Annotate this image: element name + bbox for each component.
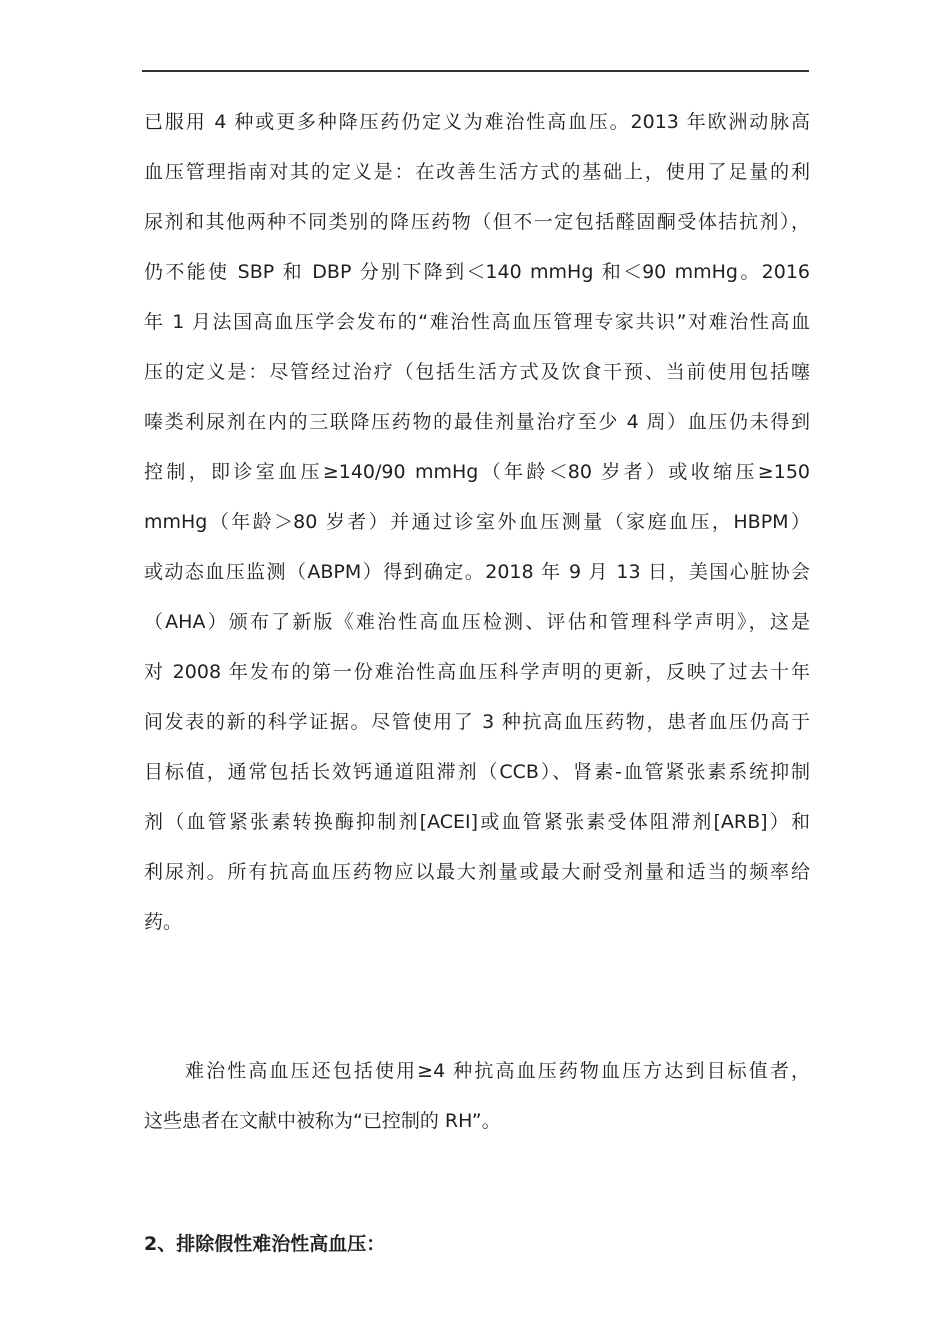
- paragraph-spacer: [144, 1146, 810, 1219]
- text-line: 或动态血压监测（ABPM）得到确定。2018 年 9 月 13 日，美国心脏协会: [144, 561, 810, 583]
- paragraph-spacer: [144, 947, 810, 1046]
- paragraph-definition: [144, 97, 810, 947]
- document-body: [144, 97, 810, 1269]
- text-line: 年 1 月法国高血压学会发布的“难治性高血压管理专家共识”对难治性高血: [144, 311, 810, 333]
- text-line: 难治性高血压还包括使用≥4 种抗高血压药物血压方达到目标值者，: [185, 1060, 810, 1082]
- text-line: 药。: [144, 911, 183, 933]
- text-line: 目标值，通常包括长效钙通道阻滞剂（CCB）、肾素-血管紧张素系统抑制: [144, 761, 810, 783]
- text-line: 血压管理指南对其的定义是：在改善生活方式的基础上，使用了足量的利: [144, 161, 810, 183]
- text-line: 尿剂和其他两种不同类别的降压药物（但不一定包括醛固酮受体拮抗剂），: [144, 211, 810, 233]
- text-line: （AHA）颁布了新版《难治性高血压检测、评估和管理科学声明》，这是: [144, 611, 810, 633]
- paragraph-controlled-rh: [144, 1046, 810, 1146]
- text-line: 控制，即诊室血压≥140/90 mmHg（年龄＜80 岁者）或收缩压≥150: [144, 461, 810, 483]
- text-line: 对 2008 年发布的第一份难治性高血压科学声明的更新，反映了过去十年: [144, 661, 810, 683]
- text-line: 这些患者在文献中被称为“已控制的 RH”。: [144, 1110, 501, 1132]
- text-line: 压的定义是：尽管经过治疗（包括生活方式及饮食干预、当前使用包括噻: [144, 361, 810, 383]
- header-rule: [142, 70, 809, 72]
- text-line: 间发表的新的科学证据。尽管使用了 3 种抗高血压药物，患者血压仍高于: [144, 711, 810, 733]
- text-line: 仍不能使 SBP 和 DBP 分别下降到＜140 mmHg 和＜90 mmHg。2016: [144, 261, 810, 283]
- text-line: 嗪类利尿剂在内的三联降压药物的最佳剂量治疗至少 4 周）血压仍未得到: [144, 411, 810, 433]
- text-line: 剂（血管紧张素转换酶抑制剂[ACEI]或血管紧张素受体阻滞剂[ARB]）和: [144, 811, 810, 833]
- text-line: 已服用 4 种或更多种降压药仍定义为难治性高血压。2013 年欧洲动脉高: [144, 111, 810, 133]
- text-line: mmHg（年龄＞80 岁者）并通过诊室外血压测量（家庭血压，HBPM）: [144, 511, 810, 533]
- text-line: 利尿剂。所有抗高血压药物应以最大剂量或最大耐受剂量和适当的频率给: [144, 861, 810, 883]
- section-heading: 2、排除假性难治性高血压：: [144, 1233, 386, 1255]
